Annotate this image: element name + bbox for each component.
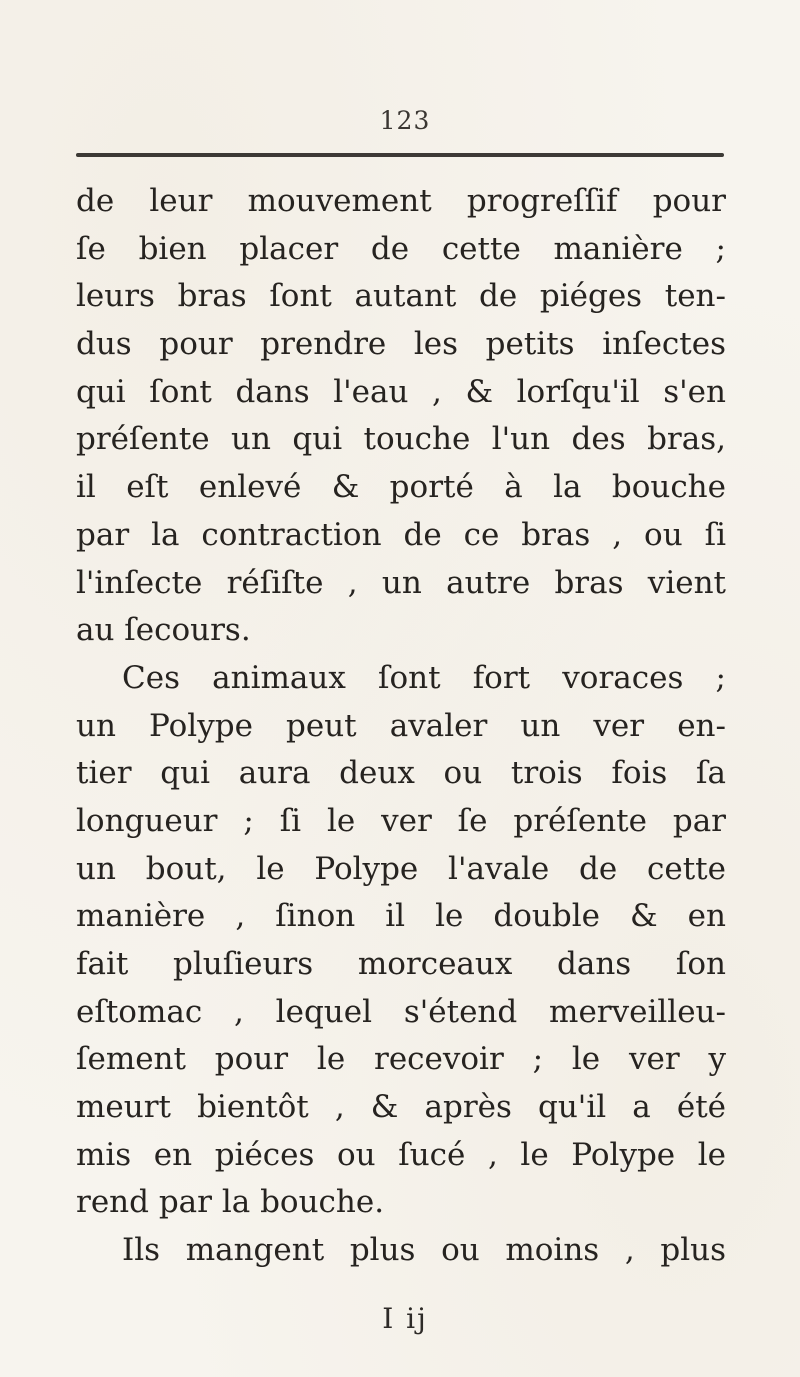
text-line: eſtomac , lequel s'étend merveilleu-: [76, 993, 726, 1030]
text-line: fait pluſieurs morceaux dans ſon: [76, 946, 726, 982]
text-line: mis en piéces ou ſucé , le Polype le: [76, 1136, 726, 1173]
text-line: un Polype peut avaler un ver en-: [76, 707, 726, 744]
text-line: qui ſont dans l'eau , & lorſqu'il s'en: [76, 373, 726, 410]
signature-mark: I ij: [382, 1302, 428, 1335]
text-line: tier qui aura deux ou trois fois ſa: [76, 755, 726, 792]
text-line: l'inſecte réſiſte , un autre bras vient: [76, 564, 726, 601]
text-line: préſente un qui touche l'un des bras,: [76, 421, 726, 458]
text-line: il eſt enlevé & porté à la bouche: [76, 469, 726, 506]
text-line: au ſecours.: [76, 612, 251, 649]
text-line: ſement pour le recevoir ; le ver y: [76, 1041, 726, 1078]
text-line: par la contraction de ce bras , ou ſi: [76, 516, 726, 553]
page-number: 123: [379, 106, 431, 135]
text-line: de leur mouvement progreſſif pour: [76, 183, 726, 219]
paragraph-start-line: Ces animaux ſont fort voraces ;: [122, 659, 726, 696]
text-line: un bout, le Polype l'avale de cette: [76, 850, 726, 887]
text-line: rend par la bouche.: [76, 1184, 385, 1221]
text-line: meurt bientôt , & après qu'il a été: [76, 1089, 726, 1126]
text-line: manière , ſinon il le double & en: [76, 898, 726, 935]
body-text: [76, 178, 726, 1275]
paragraph-start-line: Ils mangent plus ou moins , plus: [122, 1232, 726, 1269]
text-line: leurs bras ſont autant de piéges ten-: [76, 278, 726, 315]
text-line: dus pour prendre les petits inſectes: [76, 326, 726, 363]
text-line: longueur ; ſi le ver ſe préſente par: [76, 802, 726, 839]
header-rule: [76, 153, 724, 157]
text-line: ſe bien placer de cette manière ;: [76, 230, 726, 267]
